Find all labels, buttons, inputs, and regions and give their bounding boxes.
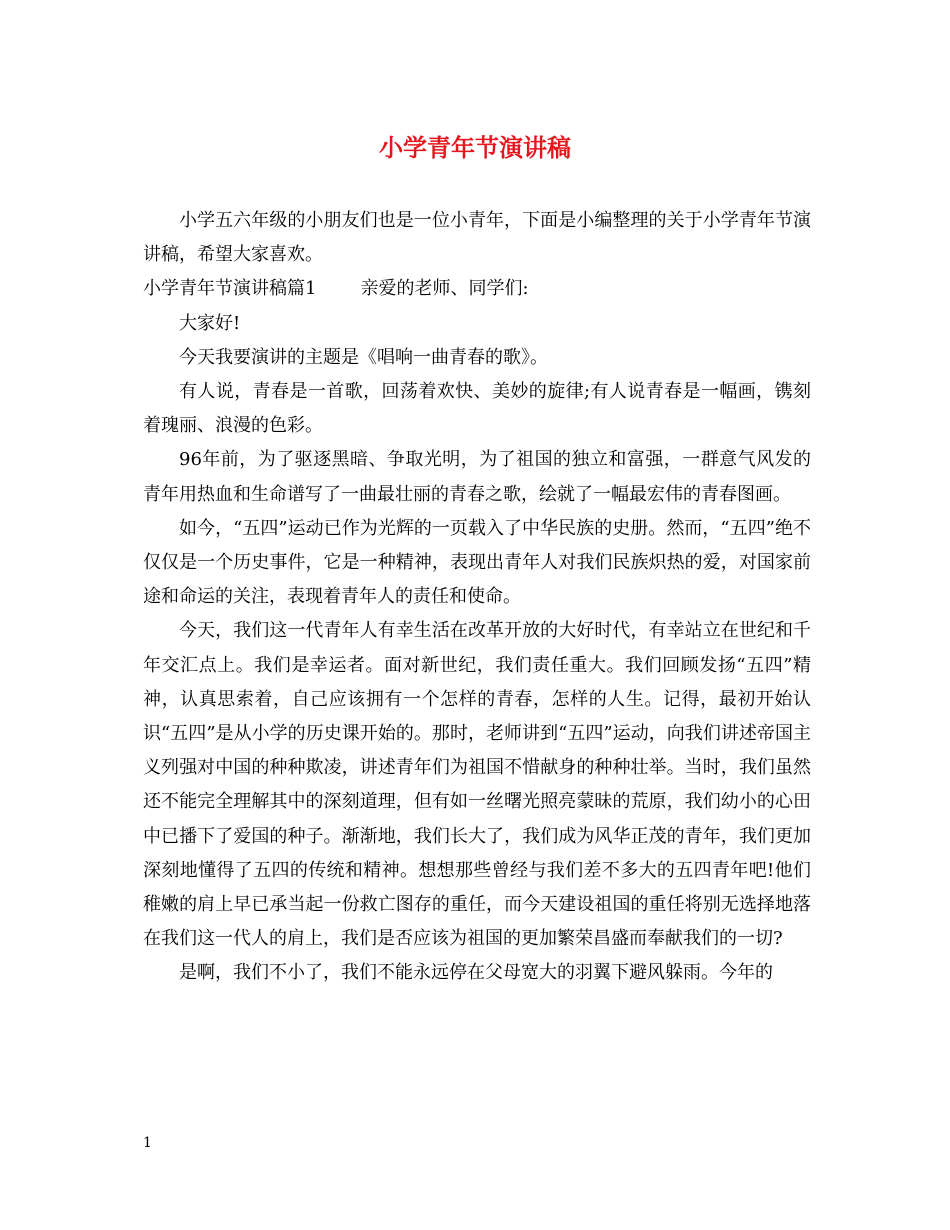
paragraph-today: 今天，我们这一代青年人有幸生活在改革开放的大好时代，有幸站立在世纪和千年交汇点上。我们是幸运者。面对新世纪，我们责任重大。我们回顾发扬“五四”精神，认真思索着，自己应该拥有一个怎样的青春，怎样的人生。记得，最初开始认识“五四”是从小学的历史课开始的。那时，老师讲到“五四”运动，向我们讲述帝国主义列强对中国的种种欺凌，讲述青年们为祖国不惜献身的种种壮举。当时，我们虽然还不能完全理解其中的深刻道理，但有如一丝曙光照亮蒙昧的荒原，我们幼小的心田中已播下了爱国的种子。渐渐地，我们长大了，我们成为风华正茂的青年，我们更加深刻地懂得了五四的传统和精神。想想那些曾经与我们差不多大的五四青年吧!他们稚嫩的肩上早已承当起一份救亡图存的重任，而今天建设祖国的重任将别无选择地落在我们这一代人的肩上，我们是否应该为祖国的更加繁荣昌盛而奉献我们的一切? bbox=[143, 620, 811, 950]
paragraph-may-fourth: 如今，“五四”运动已作为光辉的一页载入了中华民族的史册。然而，“五四”绝不仅仅是一个历史事件，它是一种精神，表现出青年人对我们民族炽热的爱，对国家前途和命运的关注，表现着青年人的责任和使命。 bbox=[143, 517, 811, 608]
paragraph-greeting: 大家好! bbox=[179, 312, 241, 334]
section-heading: 小学青年节演讲稿篇1 bbox=[143, 278, 317, 300]
section-heading-line bbox=[143, 272, 811, 306]
intro-paragraph: 小学五六年级的小朋友们也是一位小青年，下面是小编整理的关于小学青年节演讲稿，希望大家喜欢。 bbox=[143, 210, 811, 266]
paragraph-topic: 今天我要演讲的主题是《唱响一曲青春的歌》。 bbox=[179, 346, 548, 368]
salutation: 亲爱的老师、同学们: bbox=[360, 278, 529, 300]
paragraph-closing: 是啊，我们不小了，我们不能永远停在父母宽大的羽翼下避风躲雨。今年的 bbox=[179, 962, 773, 984]
paragraph-youth-song: 有人说，青春是一首歌，回荡着欢快、美妙的旋律;有人说青春是一幅画，镌刻着瑰丽、浪漫的色彩。 bbox=[143, 381, 811, 437]
paragraph-history: 96年前，为了驱逐黑暗、争取光明，为了祖国的独立和富强，一群意气风发的青年用热血和生命谱写了一曲最壮丽的青春之歌，绘就了一幅最宏伟的青春图画。 bbox=[143, 449, 811, 505]
document-body bbox=[143, 204, 811, 991]
document-title: 小学青年节演讲稿 bbox=[379, 133, 571, 162]
page-number: 1 bbox=[143, 1135, 152, 1151]
